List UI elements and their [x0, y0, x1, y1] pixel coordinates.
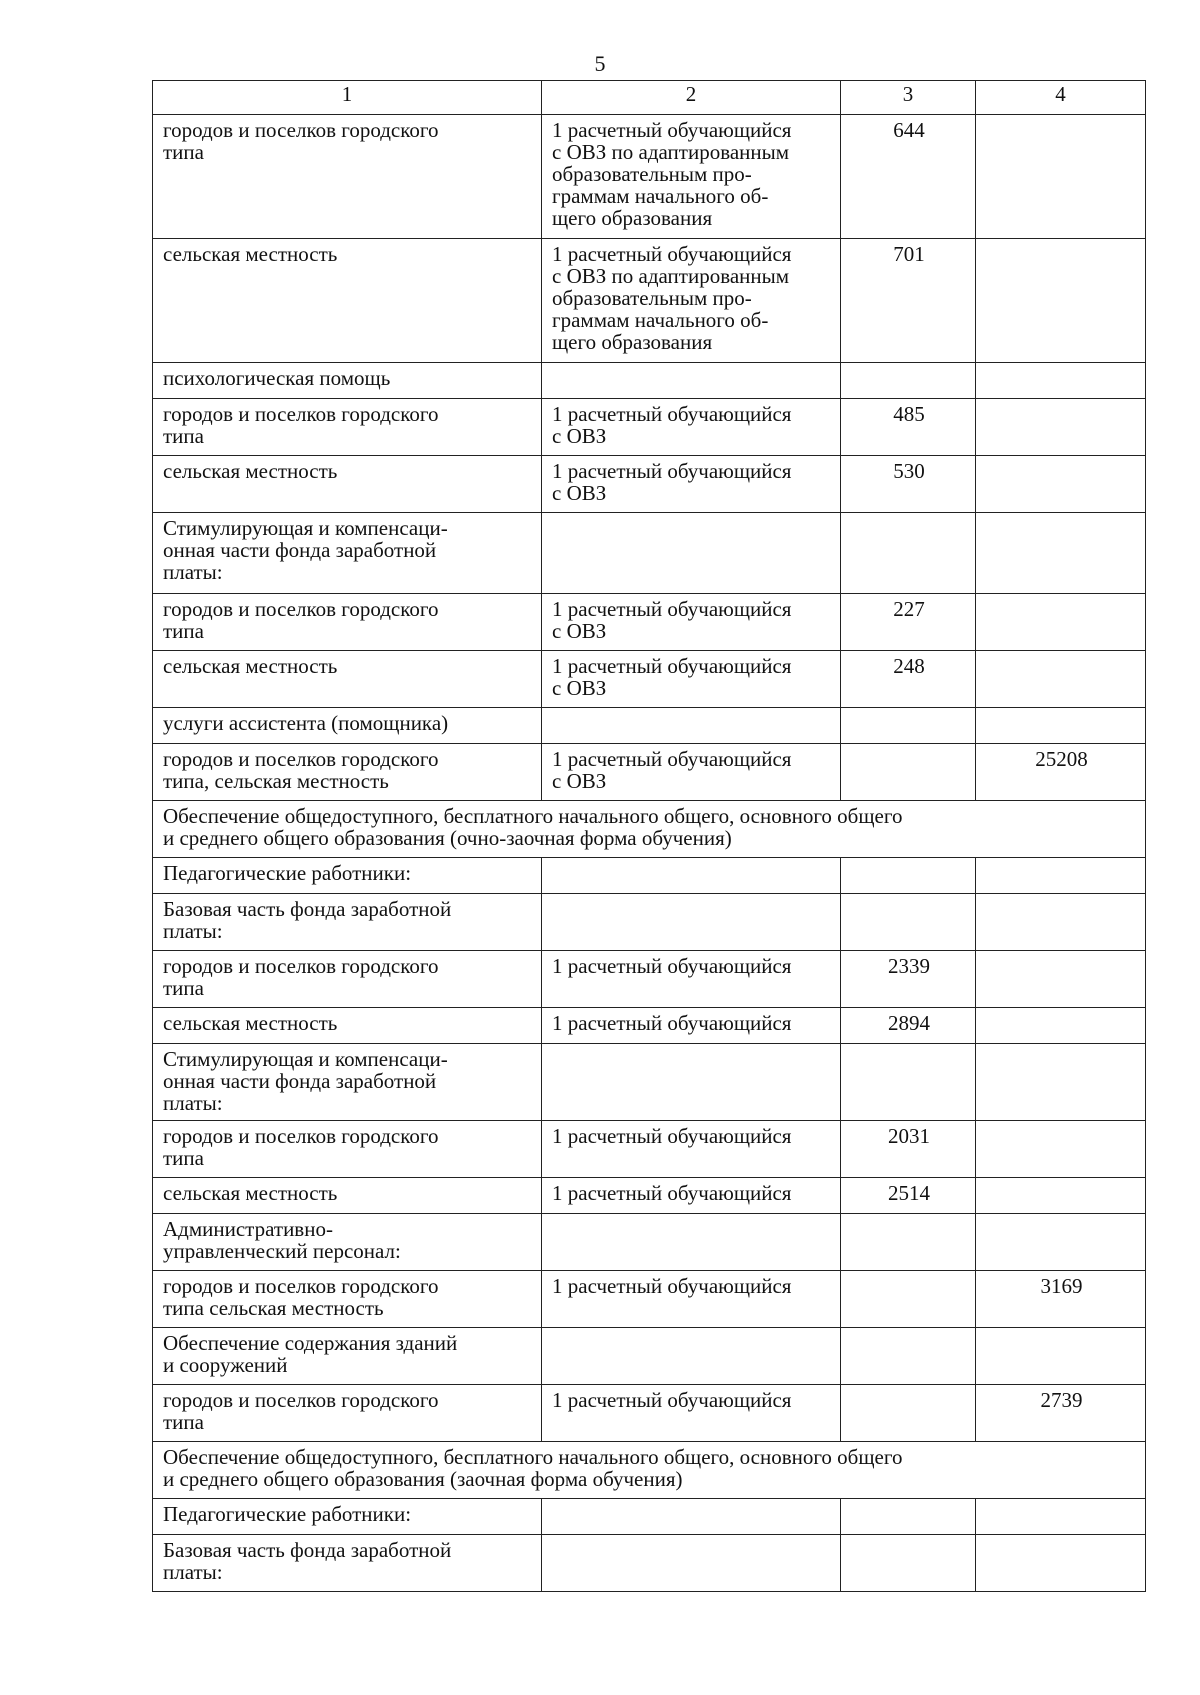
table-row	[153, 894, 1146, 951]
row-unit-cell: 1 расчетный обучающийся с ОВЗ	[542, 651, 841, 708]
row-value-col4-cell	[976, 456, 1146, 513]
row-value-col3-cell: 227	[841, 594, 976, 651]
row-unit-cell: 1 расчетный обучающийся с ОВЗ	[542, 744, 841, 801]
row-unit-cell: 1 расчетный обучающийся с ОВЗ по адаптированным образовательным про- граммам начального об- щего образования	[542, 115, 841, 239]
header-col-3: 3	[841, 81, 976, 115]
row-label-cell: Административно- управленческий персонал:	[153, 1214, 542, 1271]
row-value-col4-cell	[976, 1008, 1146, 1044]
row-label-cell: городов и поселков городского типа сельская местность	[153, 1271, 542, 1328]
row-unit-cell: 1 расчетный обучающийся с ОВЗ	[542, 399, 841, 456]
table-row	[153, 1178, 1146, 1214]
row-unit-cell	[542, 858, 841, 894]
row-unit-cell: 1 расчетный обучающийся	[542, 1271, 841, 1328]
row-value-col4-cell	[976, 951, 1146, 1008]
row-unit-cell	[542, 708, 841, 744]
table-row	[153, 1214, 1146, 1271]
row-value-col3-cell: 530	[841, 456, 976, 513]
row-value-col4-cell	[976, 858, 1146, 894]
row-value-col3-cell	[841, 894, 976, 951]
row-value-col3-cell: 248	[841, 651, 976, 708]
row-unit-cell: 1 расчетный обучающийся с ОВЗ по адаптированным образовательным про- граммам начального об- щего образования	[542, 239, 841, 363]
row-label-cell: сельская местность	[153, 239, 542, 363]
row-label-cell: городов и поселков городского типа	[153, 1121, 542, 1178]
row-value-col3-cell	[841, 744, 976, 801]
row-unit-cell	[542, 1214, 841, 1271]
row-value-col3-cell	[841, 363, 976, 399]
row-value-col3-cell	[841, 1499, 976, 1535]
row-value-col4-cell	[976, 1178, 1146, 1214]
table-row	[153, 858, 1146, 894]
table-row	[153, 1008, 1146, 1044]
row-value-col4-cell	[976, 115, 1146, 239]
row-label-cell: городов и поселков городского типа	[153, 115, 542, 239]
row-label-cell: городов и поселков городского типа	[153, 399, 542, 456]
row-value-col3-cell	[841, 1271, 976, 1328]
row-unit-cell: 1 расчетный обучающийся с ОВЗ	[542, 594, 841, 651]
data-table	[152, 80, 1146, 1592]
row-value-col4-cell	[976, 1214, 1146, 1271]
row-value-col4-cell: 25208	[976, 744, 1146, 801]
table-row	[153, 399, 1146, 456]
row-unit-cell: 1 расчетный обучающийся с ОВЗ	[542, 456, 841, 513]
row-value-col4-cell	[976, 513, 1146, 594]
table-row	[153, 1535, 1146, 1592]
table-row	[153, 456, 1146, 513]
row-value-col3-cell	[841, 708, 976, 744]
table-header-row	[153, 81, 1146, 115]
row-unit-cell	[542, 1499, 841, 1535]
row-value-col4-cell	[976, 1044, 1146, 1121]
row-unit-cell	[542, 894, 841, 951]
table-row	[153, 951, 1146, 1008]
row-unit-cell	[542, 513, 841, 594]
header-col-1: 1	[153, 81, 542, 115]
table-row	[153, 115, 1146, 239]
table-row	[153, 1044, 1146, 1121]
row-label-cell: городов и поселков городского типа, сельская местность	[153, 744, 542, 801]
row-value-col4-cell	[976, 708, 1146, 744]
table-row	[153, 1385, 1146, 1442]
row-label-cell: Стимулирующая и компенсаци- онная части фонда заработной платы:	[153, 513, 542, 594]
row-value-col4-cell	[976, 1499, 1146, 1535]
table-row	[153, 1499, 1146, 1535]
row-label-cell: услуги ассистента (помощника)	[153, 708, 542, 744]
table-row	[153, 363, 1146, 399]
table-row	[153, 744, 1146, 801]
row-unit-cell: 1 расчетный обучающийся	[542, 1178, 841, 1214]
row-value-col4-cell	[976, 651, 1146, 708]
row-unit-cell	[542, 1328, 841, 1385]
row-value-col3-cell: 701	[841, 239, 976, 363]
row-value-col3-cell	[841, 1044, 976, 1121]
row-label-cell: сельская местность	[153, 651, 542, 708]
row-value-col3-cell: 2339	[841, 951, 976, 1008]
section-heading-cell: Обеспечение общедоступного, бесплатного начального общего, основного общего и среднего общего образования (заочная форма обучения)	[153, 1442, 1146, 1499]
row-label-cell: сельская местность	[153, 1008, 542, 1044]
row-value-col3-cell: 485	[841, 399, 976, 456]
table-row	[153, 651, 1146, 708]
table-row	[153, 708, 1146, 744]
row-value-col3-cell	[841, 1214, 976, 1271]
row-value-col3-cell	[841, 1385, 976, 1442]
row-label-cell: Педагогические работники:	[153, 1499, 542, 1535]
row-label-cell: городов и поселков городского типа	[153, 594, 542, 651]
row-value-col4-cell	[976, 1121, 1146, 1178]
row-value-col3-cell	[841, 513, 976, 594]
row-value-col3-cell: 2514	[841, 1178, 976, 1214]
row-unit-cell	[542, 1535, 841, 1592]
row-value-col4-cell	[976, 399, 1146, 456]
table-row	[153, 513, 1146, 594]
row-unit-cell	[542, 1044, 841, 1121]
table-row	[153, 801, 1146, 858]
row-value-col4-cell	[976, 1328, 1146, 1385]
table-row	[153, 239, 1146, 363]
row-value-col3-cell: 2894	[841, 1008, 976, 1044]
row-value-col4-cell	[976, 363, 1146, 399]
row-label-cell: городов и поселков городского типа	[153, 951, 542, 1008]
row-unit-cell: 1 расчетный обучающийся	[542, 1008, 841, 1044]
table-row	[153, 1121, 1146, 1178]
row-label-cell: Обеспечение содержания зданий и сооружений	[153, 1328, 542, 1385]
row-unit-cell: 1 расчетный обучающийся	[542, 1385, 841, 1442]
row-value-col4-cell: 3169	[976, 1271, 1146, 1328]
row-unit-cell	[542, 363, 841, 399]
row-value-col4-cell	[976, 594, 1146, 651]
row-value-col3-cell: 644	[841, 115, 976, 239]
row-label-cell: Стимулирующая и компенсаци- онная части фонда заработной платы:	[153, 1044, 542, 1121]
page-number: 5	[594, 51, 606, 76]
table-row	[153, 1442, 1146, 1499]
row-value-col3-cell	[841, 1535, 976, 1592]
section-heading-cell: Обеспечение общедоступного, бесплатного начального общего, основного общего и среднего общего образования (очно-заочная форма обучения)	[153, 801, 1146, 858]
row-value-col3-cell	[841, 1328, 976, 1385]
row-label-cell: городов и поселков городского типа	[153, 1385, 542, 1442]
header-col-2: 2	[542, 81, 841, 115]
table-row	[153, 1271, 1146, 1328]
table-row	[153, 1328, 1146, 1385]
row-label-cell: Базовая часть фонда заработной платы:	[153, 1535, 542, 1592]
row-unit-cell: 1 расчетный обучающийся	[542, 951, 841, 1008]
row-label-cell: Базовая часть фонда заработной платы:	[153, 894, 542, 951]
row-value-col4-cell	[976, 1535, 1146, 1592]
row-value-col4-cell	[976, 239, 1146, 363]
header-col-4: 4	[976, 81, 1146, 115]
row-value-col4-cell	[976, 894, 1146, 951]
row-label-cell: Педагогические работники:	[153, 858, 542, 894]
row-value-col3-cell: 2031	[841, 1121, 976, 1178]
table-row	[153, 594, 1146, 651]
row-label-cell: психологическая помощь	[153, 363, 542, 399]
row-unit-cell: 1 расчетный обучающийся	[542, 1121, 841, 1178]
row-label-cell: сельская местность	[153, 456, 542, 513]
row-value-col3-cell	[841, 858, 976, 894]
row-label-cell: сельская местность	[153, 1178, 542, 1214]
row-value-col4-cell: 2739	[976, 1385, 1146, 1442]
